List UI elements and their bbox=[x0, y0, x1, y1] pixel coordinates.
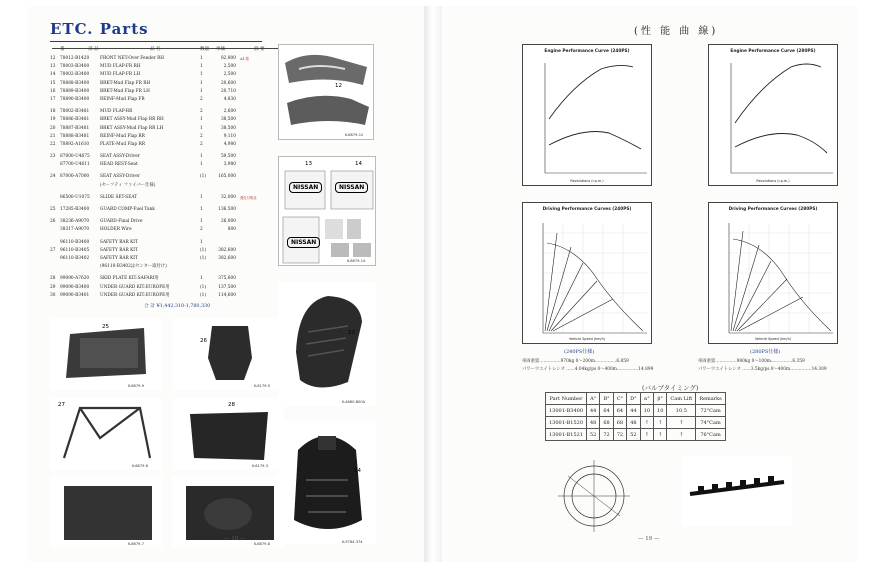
parts-cell-pn: 86500-U1075 bbox=[60, 194, 90, 200]
parts-cell-pn: 96110-B3400 bbox=[60, 239, 90, 245]
parts-cell-pn: 78012-B1420 bbox=[60, 56, 90, 61]
parts-cell-pn: 99090-B3401 bbox=[60, 292, 90, 298]
parts-row bbox=[50, 96, 282, 104]
parts-cell-pr: 165,000 bbox=[218, 174, 236, 180]
parts-cell-name: SEAT ASSY-Driver bbox=[100, 174, 140, 180]
valve-cell: 76°Cam bbox=[696, 429, 725, 441]
photo-number: 28 bbox=[228, 402, 235, 408]
valve-row bbox=[546, 405, 726, 417]
spec-line: パワーウエイトレシオ ……3.5kg/ps 0〜400m……………14.309 bbox=[698, 366, 827, 372]
parts-cell-name: SAFETY BAR KIT bbox=[100, 255, 138, 261]
nissan-logo: NISSAN bbox=[287, 237, 320, 248]
valve-header: B° bbox=[600, 393, 613, 405]
header-part: 部 品 bbox=[88, 47, 99, 52]
valve-cell: 10 bbox=[654, 405, 667, 417]
parts-cell-q: 2 bbox=[200, 109, 203, 115]
parts-cell-name: HEAD REST-Seat bbox=[100, 162, 138, 168]
parts-cell-pr: 32,000 bbox=[220, 194, 236, 200]
parts-cell-q: 1 bbox=[200, 239, 203, 245]
spec-line: パワーウエイトレシオ ……4.04kg/ps 0〜400m……………14.899 bbox=[522, 366, 654, 372]
parts-cell-name: GUARD COMP-Fuel Tank bbox=[100, 207, 155, 212]
mud-flap-illustration bbox=[279, 157, 377, 267]
parts-row bbox=[50, 182, 282, 190]
parts-row bbox=[50, 141, 282, 149]
parts-cell-name: BRKT ASSY-Mud Flap RR LH bbox=[100, 125, 164, 131]
parts-cell-pr: 382,600 bbox=[218, 255, 236, 261]
parts-cell-pr: 375,600 bbox=[218, 276, 236, 282]
parts-cell-q: (1) bbox=[200, 284, 207, 290]
valve-cell: 48 bbox=[627, 417, 641, 429]
spec-label-280: (280PS仕様) bbox=[750, 349, 781, 355]
parts-cell-q: 1 bbox=[200, 56, 203, 61]
parts-cell-pn: 78886-B3481 bbox=[60, 117, 90, 123]
parts-cell-pr: 20,710 bbox=[220, 88, 236, 94]
driving-curve-280 bbox=[708, 202, 838, 344]
parts-cell-pr: 800 bbox=[227, 227, 236, 233]
parts-cell-pr: 3,980 bbox=[223, 162, 236, 168]
parts-row bbox=[50, 247, 282, 255]
photo-safety-bar bbox=[50, 398, 162, 470]
valve-cell: 72°Cam bbox=[696, 405, 725, 417]
parts-cell-pn: 78887-B3481 bbox=[60, 125, 90, 131]
photo-caption: K-6879-6 bbox=[132, 464, 149, 468]
parts-cell-no: 25 bbox=[50, 207, 56, 212]
parts-cell-q: (1) bbox=[200, 247, 207, 253]
parts-cell-pn: 96110-B3402 bbox=[60, 255, 90, 261]
parts-row bbox=[50, 108, 282, 116]
photo-number: 27 bbox=[58, 402, 65, 408]
page-number: — 19 — bbox=[638, 536, 660, 542]
parts-cell-pr: 38,500 bbox=[220, 117, 236, 123]
parts-cell-name: FRONT NET-Over Fender RH bbox=[100, 56, 165, 61]
parts-cell-name: BRKT-Mud Flap FR LH bbox=[100, 88, 150, 94]
parts-cell-name: MUD FLAP-FR RH bbox=[100, 64, 141, 70]
parts-cell-pn: 78002-B3481 bbox=[60, 109, 90, 115]
parts-row bbox=[50, 88, 282, 96]
parts-cell-name: BRKT ASSY-Mud Flap RR RH bbox=[100, 117, 164, 123]
parts-cell-name: (セーフティ ファイバー仕様) bbox=[100, 182, 156, 188]
parts-cell-no: 19 bbox=[50, 117, 56, 123]
parts-list bbox=[50, 55, 282, 300]
parts-cell-name: SAFETY BAR KIT bbox=[100, 247, 138, 253]
skid-plate-illustration bbox=[172, 398, 284, 470]
valve-cell: 44 bbox=[627, 405, 641, 417]
spec-line: 車両重量……………970kg 0〜200m……………6.859 bbox=[522, 359, 629, 364]
bucket-seat-illustration bbox=[278, 420, 376, 544]
parts-cell-no: 16 bbox=[50, 88, 56, 94]
parts-cell-name: PLATE-Mud Flap RR bbox=[100, 141, 145, 147]
valve-cell: 64 bbox=[613, 405, 626, 417]
parts-row bbox=[50, 173, 282, 181]
valve-cell: 64 bbox=[600, 405, 613, 417]
parts-cell-pr: 137,500 bbox=[218, 284, 236, 290]
chart-title: Engine Performance Curve (240PS) bbox=[544, 49, 630, 54]
photo-caption: K-6179-5 bbox=[254, 384, 271, 388]
x-axis-label: Vehicle Speed (km/h) bbox=[754, 337, 792, 341]
parts-cell-no: 18 bbox=[50, 109, 56, 115]
parts-row bbox=[50, 125, 282, 133]
header-price: 単価 bbox=[216, 47, 226, 52]
photo-number: 30 bbox=[238, 478, 245, 484]
parts-cell-pr: 2,500 bbox=[223, 64, 236, 70]
parts-cell-pn: 78003-B3400 bbox=[60, 64, 90, 70]
photo-caption: K-6879-7 bbox=[128, 542, 145, 546]
engine-curve-plot bbox=[709, 45, 839, 187]
parts-cell-pr: 2,500 bbox=[223, 72, 236, 78]
parts-cell-name: SEAT ASSY-Driver bbox=[100, 154, 140, 160]
valve-header: D° bbox=[627, 393, 641, 405]
parts-cell-name: (96110-B3402はセンター取付け) bbox=[100, 264, 167, 270]
parts-table-header bbox=[52, 46, 278, 52]
parts-cell-no: 24 bbox=[50, 174, 56, 180]
photo-number-13: 13 bbox=[305, 161, 312, 167]
valve-cell: 74°Cam bbox=[696, 417, 725, 429]
parts-row bbox=[50, 206, 282, 214]
book-gutter bbox=[424, 6, 442, 562]
valve-cell: ↑ bbox=[667, 417, 696, 429]
valve-cell: 48 bbox=[587, 417, 600, 429]
parts-cell-q: 2 bbox=[200, 141, 203, 147]
header-remarks: 摘 要 bbox=[254, 47, 265, 52]
parts-cell-no: 30 bbox=[50, 292, 56, 298]
parts-cell-pr: 20,600 bbox=[220, 80, 236, 86]
valve-cell: 68 bbox=[600, 417, 613, 429]
valve-cell: 52 bbox=[587, 429, 600, 441]
parts-row bbox=[50, 292, 282, 300]
parts-cell-no: 21 bbox=[50, 133, 56, 139]
parts-cell-pn: 78002-B3400 bbox=[60, 72, 90, 78]
parts-cell-q: 1 bbox=[200, 88, 203, 94]
section-title: (性 能 曲 線) bbox=[634, 26, 719, 37]
parts-cell-pr: 114,600 bbox=[218, 292, 236, 298]
header-name: 品 名 bbox=[150, 47, 161, 52]
parts-cell-name: REINF-Mud Flap RR bbox=[100, 133, 145, 139]
chart-title: Driving Performance Curves (240PS) bbox=[542, 207, 632, 212]
parts-cell-pn: 38317-A9070 bbox=[60, 227, 90, 233]
valve-cell: 13001-B3400 bbox=[546, 405, 587, 417]
valve-cell: 10.5 bbox=[667, 405, 696, 417]
valve-header: β° bbox=[654, 393, 667, 405]
parts-cell-q: (1) bbox=[200, 292, 207, 298]
valve-header: Cam Lift bbox=[667, 393, 696, 405]
parts-row bbox=[50, 194, 282, 202]
photo-seat-23 bbox=[278, 282, 376, 406]
valve-cell: 10 bbox=[640, 405, 653, 417]
photo-caption: K-4660-B00A bbox=[342, 400, 366, 404]
valve-timing-table bbox=[545, 392, 726, 441]
photo-number: 23 bbox=[348, 330, 355, 336]
right-page bbox=[442, 6, 858, 562]
parts-cell-no: 23 bbox=[50, 154, 56, 160]
valve-timing-title: (バルブタイミング) bbox=[642, 384, 699, 392]
parts-cell-no: 13 bbox=[50, 64, 56, 70]
chart-title: Engine Performance Curve (280PS) bbox=[730, 49, 816, 54]
valve-header: α° bbox=[640, 393, 653, 405]
valve-row bbox=[546, 417, 726, 429]
parts-cell-name: MUD FLAP-FR LH bbox=[100, 72, 141, 78]
parts-cell-q: 1 bbox=[200, 207, 203, 212]
parts-row bbox=[50, 284, 282, 292]
photo-caption: K-6879-14 bbox=[347, 259, 366, 263]
parts-cell-name: UNDER GUARD KIT:EUROPE用 bbox=[100, 284, 170, 290]
parts-cell-pn: 99090-B3400 bbox=[60, 284, 90, 290]
parts-row bbox=[50, 161, 282, 169]
parts-cell-name: SLIDE SET-SEAT bbox=[100, 194, 138, 200]
page-title: ETC. Parts bbox=[50, 20, 149, 38]
parts-cell-pr: 9,110 bbox=[223, 133, 236, 139]
header-no: 番 bbox=[60, 47, 65, 52]
parts-cell-pn: 78892-A1610 bbox=[60, 141, 90, 147]
valve-row bbox=[546, 429, 726, 441]
engine-curve-plot bbox=[523, 45, 653, 187]
parts-cell-no: 22 bbox=[50, 141, 56, 147]
photo-seat-24 bbox=[278, 420, 376, 544]
page-number: — 18 — bbox=[224, 536, 246, 542]
parts-cell-pn: 96110-B3405 bbox=[60, 247, 90, 253]
parts-cell-no: 28 bbox=[50, 276, 56, 282]
parts-cell-q: 2 bbox=[200, 133, 203, 139]
parts-cell-pr: 38,500 bbox=[220, 125, 236, 131]
photo-caption: K-6179-3 bbox=[252, 464, 269, 468]
engine-curve-240 bbox=[522, 44, 652, 186]
photo-under-guard-29 bbox=[50, 476, 162, 548]
x-axis-label: Revolutions (r.p.m.) bbox=[570, 179, 604, 183]
parts-cell-pn: 87000-U4675 bbox=[60, 154, 90, 160]
parts-row bbox=[50, 255, 282, 263]
valve-header: Part Number bbox=[546, 393, 587, 405]
parts-cell-q: 1 bbox=[200, 117, 203, 123]
parts-cell-name: MUD FLAP-RR bbox=[100, 109, 133, 115]
parts-cell-name: SKID PLATE KIT:SAFARI用 bbox=[100, 276, 159, 282]
parts-cell-q: 2 bbox=[200, 227, 203, 233]
photo-number: 25 bbox=[102, 324, 109, 330]
under-guard-illustration bbox=[50, 476, 162, 548]
parts-cell-q: 2 bbox=[200, 96, 203, 102]
valve-header: C° bbox=[613, 393, 626, 405]
valve-cell: ↑ bbox=[640, 429, 653, 441]
parts-cell-pn: 78890-B3400 bbox=[60, 96, 90, 102]
valve-cell: ↑ bbox=[654, 429, 667, 441]
driving-curve-plot bbox=[523, 203, 653, 345]
parts-cell-q: 1 bbox=[200, 72, 203, 78]
driving-curve-240 bbox=[522, 202, 652, 344]
spec-block-280 bbox=[698, 358, 827, 373]
parts-cell-pn: 78888-B3481 bbox=[60, 133, 90, 139]
parts-cell-no: 20 bbox=[50, 125, 56, 131]
nissan-logo: NISSAN bbox=[289, 182, 322, 193]
parts-cell-name: UNDER GUARD KIT:EUROPE用 bbox=[100, 292, 170, 298]
photo-caption: K-9784-374 bbox=[342, 540, 363, 544]
parts-row bbox=[50, 275, 282, 283]
photo-skid-plate bbox=[172, 398, 284, 470]
parts-row bbox=[50, 226, 282, 234]
parts-cell-no: 12 bbox=[50, 56, 56, 61]
parts-cell-q: 1 bbox=[200, 194, 203, 200]
parts-total: 合 計 ¥1,442,310-1,780,330 bbox=[144, 304, 211, 309]
parts-cell-no: 15 bbox=[50, 80, 56, 86]
x-axis-label: Revolutions (r.p.m.) bbox=[756, 179, 790, 183]
parts-row bbox=[50, 116, 282, 124]
photo-caption: K-6879-9 bbox=[128, 384, 145, 388]
header-qty: 数量 bbox=[200, 47, 210, 52]
parts-cell-pn: 87000-A7000 bbox=[60, 174, 90, 180]
driving-curve-plot bbox=[709, 203, 839, 345]
photo-caption: K-6879-12 bbox=[345, 133, 364, 137]
parts-cell-pn: 78888-B3400 bbox=[60, 80, 90, 86]
parts-row bbox=[50, 133, 282, 141]
parts-cell-pn: 99090-A7620 bbox=[60, 276, 90, 282]
valve-cell: 52 bbox=[627, 429, 641, 441]
parts-row bbox=[50, 239, 282, 247]
parts-row bbox=[50, 153, 282, 161]
spec-block-240 bbox=[522, 358, 653, 373]
parts-cell-pr: 4,980 bbox=[223, 141, 236, 147]
over-fender-illustration bbox=[279, 45, 375, 141]
parts-cell-rm: A4 製 bbox=[240, 57, 249, 61]
valve-cell: 68 bbox=[613, 417, 626, 429]
parts-cell-pr: 136,500 bbox=[218, 207, 236, 212]
parts-row bbox=[50, 71, 282, 79]
parts-cell-q: 1 bbox=[200, 162, 203, 168]
parts-row bbox=[50, 80, 282, 88]
photo-mud-flaps bbox=[278, 156, 376, 266]
valve-cell: 13001-B1521 bbox=[546, 429, 587, 441]
photo-final-drive-guard bbox=[172, 318, 284, 390]
valve-cell: ↑ bbox=[667, 429, 696, 441]
valve-cell: 44 bbox=[587, 405, 600, 417]
engine-curve-280 bbox=[708, 44, 838, 186]
parts-cell-q: (1) bbox=[200, 174, 207, 180]
valve-cell: 72 bbox=[613, 429, 626, 441]
parts-cell-pn: 17285-B3400 bbox=[60, 207, 90, 212]
spec-line: 車両重量……………980kg 0〜100m……………6.359 bbox=[698, 359, 805, 364]
parts-cell-q: 1 bbox=[200, 64, 203, 70]
parts-cell-no: 29 bbox=[50, 284, 56, 290]
nissan-logo: NISSAN bbox=[335, 182, 368, 193]
parts-cell-pn: 87700-U4611 bbox=[60, 162, 90, 168]
driver-seat-illustration bbox=[278, 282, 376, 406]
parts-cell-pn: 38236-A9070 bbox=[60, 219, 90, 225]
valve-cell: 72 bbox=[600, 429, 613, 441]
valve-cell: ↑ bbox=[640, 417, 653, 429]
parts-cell-name: HOLDER Wire bbox=[100, 227, 132, 233]
parts-cell-pr: 59,500 bbox=[220, 154, 236, 160]
parts-cell-pr: 4,830 bbox=[223, 96, 236, 102]
parts-cell-name: REINF-Mud Flap FR bbox=[100, 96, 145, 102]
valve-cell: 13001-B1520 bbox=[546, 417, 587, 429]
parts-cell-pn: 78889-B3400 bbox=[60, 88, 90, 94]
valve-cell: ↑ bbox=[654, 417, 667, 429]
safety-bar-illustration bbox=[50, 398, 162, 470]
parts-cell-name: GUARD-Final Drive bbox=[100, 219, 143, 225]
camshaft-photo bbox=[682, 456, 792, 526]
parts-row bbox=[50, 218, 282, 226]
parts-cell-q: 1 bbox=[200, 276, 203, 282]
photo-front-net bbox=[278, 44, 374, 140]
parts-cell-q: 1 bbox=[200, 80, 203, 86]
parts-cell-pr: 2,600 bbox=[223, 109, 236, 115]
parts-cell-no: 27 bbox=[50, 247, 56, 253]
photo-number-14: 14 bbox=[355, 161, 362, 167]
x-axis-label: Vehicle Speed (km/h) bbox=[568, 337, 606, 341]
photo-number: 12 bbox=[335, 83, 342, 89]
parts-cell-q: 1 bbox=[200, 154, 203, 160]
guard-illustration bbox=[172, 318, 284, 390]
parts-cell-q: 1 bbox=[200, 219, 203, 225]
parts-cell-no: 26 bbox=[50, 219, 56, 225]
parts-cell-pr: 82,800 bbox=[220, 56, 236, 61]
photo-number: 29 bbox=[100, 478, 107, 484]
photo-caption: K-6879-8 bbox=[254, 542, 271, 546]
left-page bbox=[28, 6, 424, 562]
parts-row bbox=[50, 55, 282, 63]
valve-header: A° bbox=[587, 393, 600, 405]
parts-row bbox=[50, 263, 282, 271]
chart-title: Driving Performance Curves (280PS) bbox=[728, 207, 818, 212]
parts-cell-name: SAFETY BAR KIT bbox=[100, 239, 138, 245]
parts-cell-no: 14 bbox=[50, 72, 56, 78]
parts-cell-q: (1) bbox=[200, 255, 207, 261]
spec-label-240: (240PS仕様) bbox=[564, 349, 595, 355]
parts-row bbox=[50, 63, 282, 71]
parts-cell-pr: 382,600 bbox=[218, 247, 236, 253]
parts-cell-rm: 強化対策品 bbox=[240, 195, 257, 200]
parts-cell-pr: 26,000 bbox=[220, 219, 236, 225]
photo-number: 24 bbox=[354, 468, 361, 474]
parts-cell-no: 17 bbox=[50, 96, 56, 102]
valve-timing-diagram bbox=[538, 454, 658, 538]
parts-cell-q: 1 bbox=[200, 125, 203, 131]
photo-number: 26 bbox=[200, 338, 207, 344]
catalog-spread bbox=[28, 6, 858, 562]
photo-fuel-tank-guard bbox=[50, 318, 162, 390]
valve-header: Remarks bbox=[696, 393, 725, 405]
parts-cell-name: BRKT-Mud Flap FR RH bbox=[100, 80, 151, 86]
